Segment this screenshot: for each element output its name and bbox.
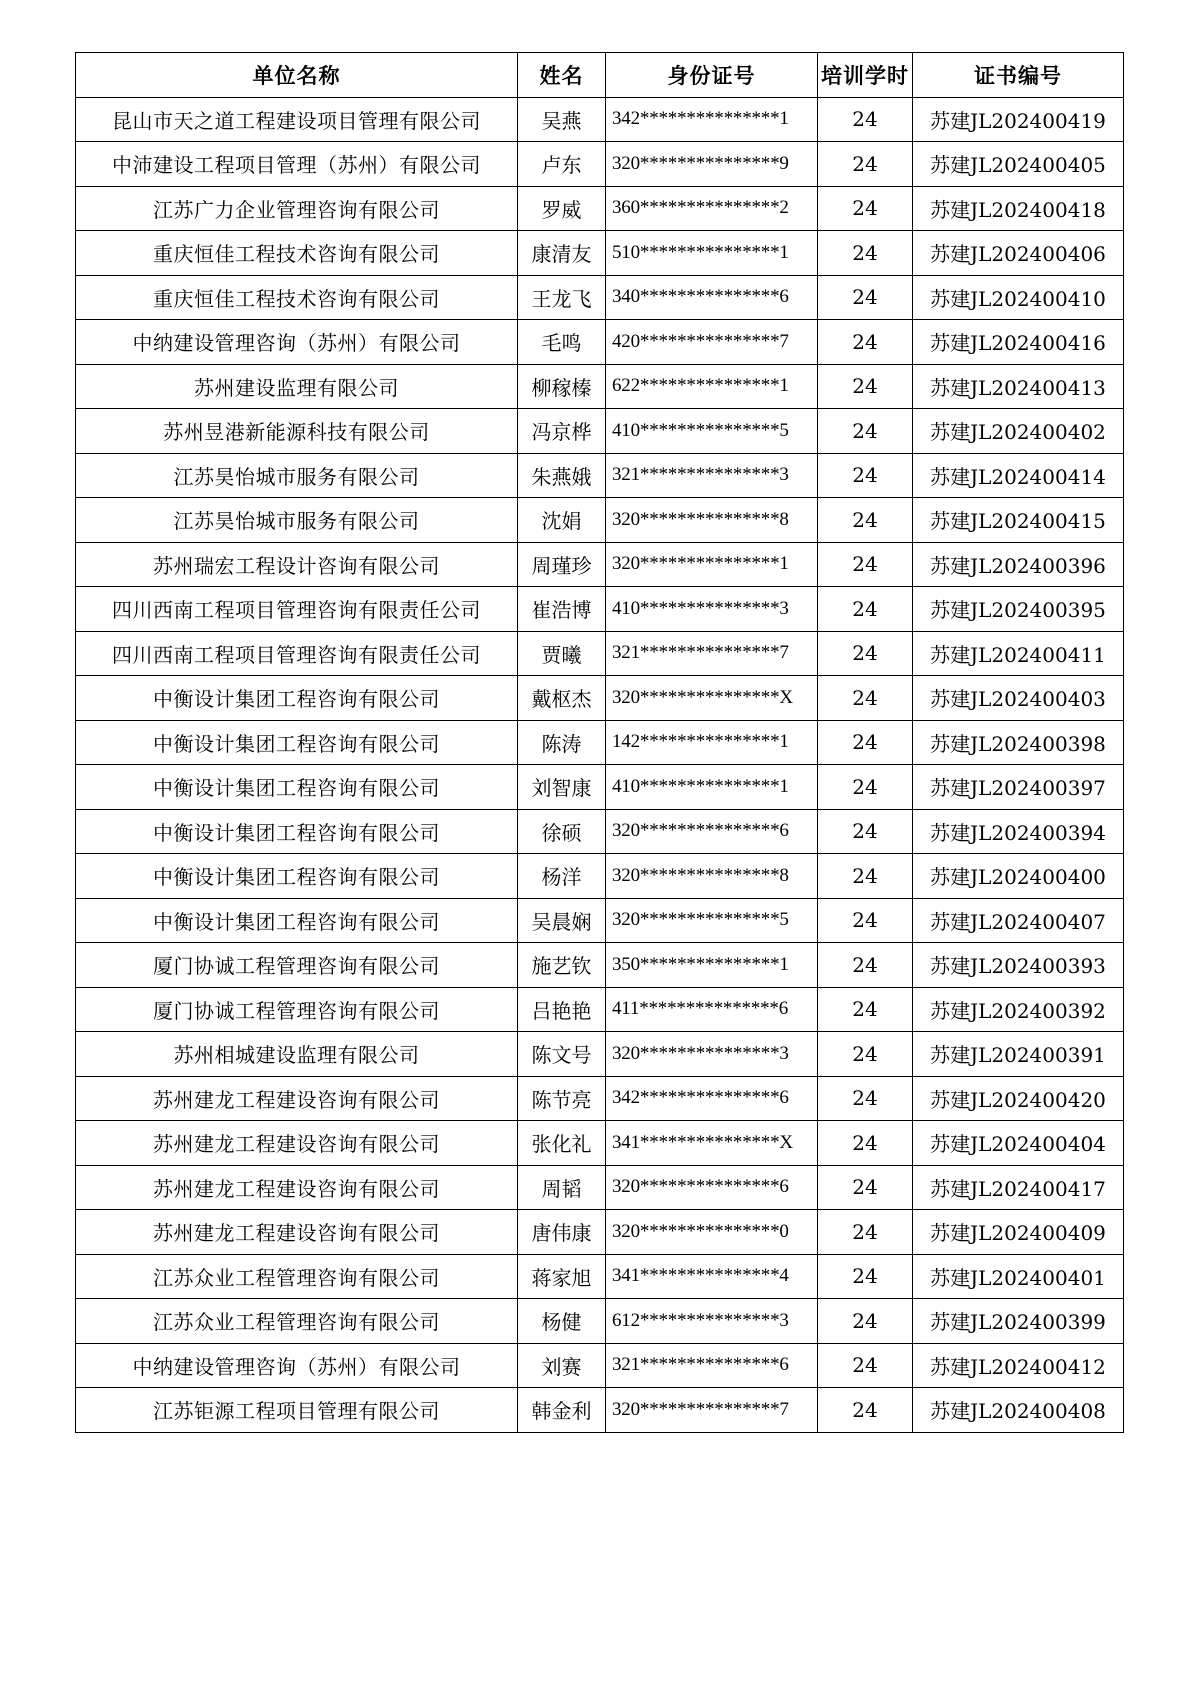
id-number-cell: 321***************7 [606,631,818,676]
training-hours-cell: 24 [818,1165,913,1210]
certificate-number-cell: 苏建JL202400404 [913,1121,1124,1166]
certificate-number-cell: 苏建JL202400416 [913,320,1124,365]
unit-name-cell: 苏州建设监理有限公司 [76,364,518,409]
person-name-cell: 沈娟 [518,498,606,543]
table-row [76,186,1124,231]
table-row [76,1343,1124,1388]
certificate-number-cell: 苏建JL202400410 [913,275,1124,320]
person-name-cell: 陈涛 [518,720,606,765]
certificate-number-cell: 苏建JL202400399 [913,1299,1124,1344]
training-hours-cell: 24 [818,676,913,721]
training-hours-cell: 24 [818,1121,913,1166]
unit-name-cell: 中衡设计集团工程咨询有限公司 [76,854,518,899]
table-row [76,453,1124,498]
person-name-cell: 周瑾珍 [518,542,606,587]
table-row [76,1210,1124,1255]
table-row [76,1299,1124,1344]
table-row [76,720,1124,765]
unit-name-cell: 昆山市天之道工程建设项目管理有限公司 [76,97,518,142]
header-training-hours: 培训学时 [818,53,913,98]
certificate-number-cell: 苏建JL202400403 [913,676,1124,721]
person-name-cell: 吴燕 [518,97,606,142]
person-name-cell: 陈节亮 [518,1076,606,1121]
id-number-cell: 320***************3 [606,1032,818,1077]
table-header [76,53,1124,98]
person-name-cell: 毛鸣 [518,320,606,365]
certificate-number-cell: 苏建JL202400415 [913,498,1124,543]
training-hours-cell: 24 [818,275,913,320]
unit-name-cell: 重庆恒佳工程技术咨询有限公司 [76,231,518,276]
id-number-cell: 320***************1 [606,542,818,587]
id-number-cell: 320***************6 [606,1165,818,1210]
id-number-cell: 321***************3 [606,453,818,498]
training-hours-cell: 24 [818,631,913,676]
id-number-cell: 320***************7 [606,1388,818,1433]
header-certificate-number: 证书编号 [913,53,1124,98]
unit-name-cell: 四川西南工程项目管理咨询有限责任公司 [76,631,518,676]
person-name-cell: 施艺钦 [518,943,606,988]
table-row [76,1076,1124,1121]
training-hours-cell: 24 [818,142,913,187]
unit-name-cell: 江苏众业工程管理咨询有限公司 [76,1299,518,1344]
certificate-number-cell: 苏建JL202400407 [913,898,1124,943]
unit-name-cell: 江苏昊怡城市服务有限公司 [76,453,518,498]
unit-name-cell: 苏州建龙工程建设咨询有限公司 [76,1210,518,1255]
training-hours-cell: 24 [818,898,913,943]
table-row [76,987,1124,1032]
certificate-number-cell: 苏建JL202400402 [913,409,1124,454]
unit-name-cell: 中纳建设管理咨询（苏州）有限公司 [76,320,518,365]
training-hours-cell: 24 [818,765,913,810]
id-number-cell: 320***************0 [606,1210,818,1255]
id-number-cell: 341***************4 [606,1254,818,1299]
person-name-cell: 韩金利 [518,1388,606,1433]
training-hours-cell: 24 [818,809,913,854]
person-name-cell: 徐硕 [518,809,606,854]
training-hours-cell: 24 [818,409,913,454]
unit-name-cell: 江苏广力企业管理咨询有限公司 [76,186,518,231]
certificate-number-cell: 苏建JL202400396 [913,542,1124,587]
table-row [76,1388,1124,1433]
id-number-cell: 410***************3 [606,587,818,632]
unit-name-cell: 苏州相城建设监理有限公司 [76,1032,518,1077]
unit-name-cell: 中衡设计集团工程咨询有限公司 [76,809,518,854]
table-row [76,97,1124,142]
person-name-cell: 吕艳艳 [518,987,606,1032]
person-name-cell: 吴晨娴 [518,898,606,943]
person-name-cell: 康清友 [518,231,606,276]
training-hours-cell: 24 [818,231,913,276]
header-row [76,53,1124,98]
id-number-cell: 622***************1 [606,364,818,409]
table-row [76,631,1124,676]
person-name-cell: 杨洋 [518,854,606,899]
table-row [76,409,1124,454]
training-roster-table [75,52,1124,1433]
unit-name-cell: 苏州建龙工程建设咨询有限公司 [76,1076,518,1121]
certificate-number-cell: 苏建JL202400391 [913,1032,1124,1077]
id-number-cell: 350***************1 [606,943,818,988]
certificate-number-cell: 苏建JL202400414 [913,453,1124,498]
id-number-cell: 320***************5 [606,898,818,943]
id-number-cell: 340***************6 [606,275,818,320]
table-row [76,943,1124,988]
person-name-cell: 刘智康 [518,765,606,810]
unit-name-cell: 中沛建设工程项目管理（苏州）有限公司 [76,142,518,187]
training-hours-cell: 24 [818,1032,913,1077]
training-hours-cell: 24 [818,1343,913,1388]
id-number-cell: 320***************X [606,676,818,721]
id-number-cell: 320***************8 [606,498,818,543]
certificate-number-cell: 苏建JL202400405 [913,142,1124,187]
unit-name-cell: 中衡设计集团工程咨询有限公司 [76,898,518,943]
table-row [76,1032,1124,1077]
training-hours-cell: 24 [818,854,913,899]
id-number-cell: 360***************2 [606,186,818,231]
table-row [76,231,1124,276]
unit-name-cell: 苏州建龙工程建设咨询有限公司 [76,1165,518,1210]
training-hours-cell: 24 [818,364,913,409]
id-number-cell: 410***************5 [606,409,818,454]
person-name-cell: 王龙飞 [518,275,606,320]
person-name-cell: 蒋家旭 [518,1254,606,1299]
person-name-cell: 贾曦 [518,631,606,676]
unit-name-cell: 苏州昱港新能源科技有限公司 [76,409,518,454]
header-unit-name: 单位名称 [76,53,518,98]
id-number-cell: 420***************7 [606,320,818,365]
training-hours-cell: 24 [818,1076,913,1121]
person-name-cell: 唐伟康 [518,1210,606,1255]
unit-name-cell: 苏州建龙工程建设咨询有限公司 [76,1121,518,1166]
person-name-cell: 张化礼 [518,1121,606,1166]
training-hours-cell: 24 [818,1210,913,1255]
person-name-cell: 罗威 [518,186,606,231]
unit-name-cell: 四川西南工程项目管理咨询有限责任公司 [76,587,518,632]
unit-name-cell: 中衡设计集团工程咨询有限公司 [76,720,518,765]
unit-name-cell: 中纳建设管理咨询（苏州）有限公司 [76,1343,518,1388]
unit-name-cell: 江苏钜源工程项目管理有限公司 [76,1388,518,1433]
certificate-number-cell: 苏建JL202400394 [913,809,1124,854]
certificate-number-cell: 苏建JL202400397 [913,765,1124,810]
training-hours-cell: 24 [818,720,913,765]
certificate-number-cell: 苏建JL202400418 [913,186,1124,231]
unit-name-cell: 厦门协诚工程管理咨询有限公司 [76,943,518,988]
training-hours-cell: 24 [818,1299,913,1344]
certificate-number-cell: 苏建JL202400412 [913,1343,1124,1388]
certificate-number-cell: 苏建JL202400400 [913,854,1124,899]
table-row [76,1165,1124,1210]
table-row [76,275,1124,320]
id-number-cell: 320***************8 [606,854,818,899]
table-row [76,765,1124,810]
certificate-number-cell: 苏建JL202400413 [913,364,1124,409]
id-number-cell: 411***************6 [606,987,818,1032]
certificate-number-cell: 苏建JL202400395 [913,587,1124,632]
certificate-number-cell: 苏建JL202400393 [913,943,1124,988]
person-name-cell: 卢东 [518,142,606,187]
certificate-number-cell: 苏建JL202400398 [913,720,1124,765]
id-number-cell: 341***************X [606,1121,818,1166]
training-hours-cell: 24 [818,587,913,632]
certificate-number-cell: 苏建JL202400411 [913,631,1124,676]
table-row [76,898,1124,943]
training-hours-cell: 24 [818,542,913,587]
table-row [76,364,1124,409]
certificate-number-cell: 苏建JL202400392 [913,987,1124,1032]
table-row [76,498,1124,543]
person-name-cell: 柳稼榛 [518,364,606,409]
table-row [76,142,1124,187]
person-name-cell: 戴枢杰 [518,676,606,721]
table-row [76,809,1124,854]
certificate-number-cell: 苏建JL202400406 [913,231,1124,276]
unit-name-cell: 中衡设计集团工程咨询有限公司 [76,676,518,721]
id-number-cell: 410***************1 [606,765,818,810]
certificate-number-cell: 苏建JL202400408 [913,1388,1124,1433]
id-number-cell: 342***************6 [606,1076,818,1121]
table-row [76,676,1124,721]
training-hours-cell: 24 [818,987,913,1032]
training-hours-cell: 24 [818,97,913,142]
unit-name-cell: 江苏昊怡城市服务有限公司 [76,498,518,543]
person-name-cell: 朱燕娥 [518,453,606,498]
training-hours-cell: 24 [818,943,913,988]
id-number-cell: 612***************3 [606,1299,818,1344]
certificate-number-cell: 苏建JL202400409 [913,1210,1124,1255]
table-row [76,1121,1124,1166]
id-number-cell: 510***************1 [606,231,818,276]
id-number-cell: 320***************9 [606,142,818,187]
unit-name-cell: 苏州瑞宏工程设计咨询有限公司 [76,542,518,587]
person-name-cell: 冯京桦 [518,409,606,454]
table-row [76,854,1124,899]
training-hours-cell: 24 [818,453,913,498]
person-name-cell: 崔浩博 [518,587,606,632]
header-id-number: 身份证号 [606,53,818,98]
training-hours-cell: 24 [818,320,913,365]
person-name-cell: 杨健 [518,1299,606,1344]
table-row [76,542,1124,587]
unit-name-cell: 江苏众业工程管理咨询有限公司 [76,1254,518,1299]
header-person-name: 姓名 [518,53,606,98]
training-hours-cell: 24 [818,186,913,231]
unit-name-cell: 厦门协诚工程管理咨询有限公司 [76,987,518,1032]
training-hours-cell: 24 [818,498,913,543]
unit-name-cell: 重庆恒佳工程技术咨询有限公司 [76,275,518,320]
training-hours-cell: 24 [818,1388,913,1433]
person-name-cell: 刘赛 [518,1343,606,1388]
certificate-number-cell: 苏建JL202400420 [913,1076,1124,1121]
unit-name-cell: 中衡设计集团工程咨询有限公司 [76,765,518,810]
person-name-cell: 陈文号 [518,1032,606,1077]
training-hours-cell: 24 [818,1254,913,1299]
table-row [76,587,1124,632]
person-name-cell: 周韬 [518,1165,606,1210]
id-number-cell: 321***************6 [606,1343,818,1388]
id-number-cell: 320***************6 [606,809,818,854]
table-row [76,320,1124,365]
certificate-number-cell: 苏建JL202400401 [913,1254,1124,1299]
id-number-cell: 142***************1 [606,720,818,765]
table-row [76,1254,1124,1299]
certificate-number-cell: 苏建JL202400417 [913,1165,1124,1210]
id-number-cell: 342***************1 [606,97,818,142]
certificate-number-cell: 苏建JL202400419 [913,97,1124,142]
table-body [76,97,1124,1432]
